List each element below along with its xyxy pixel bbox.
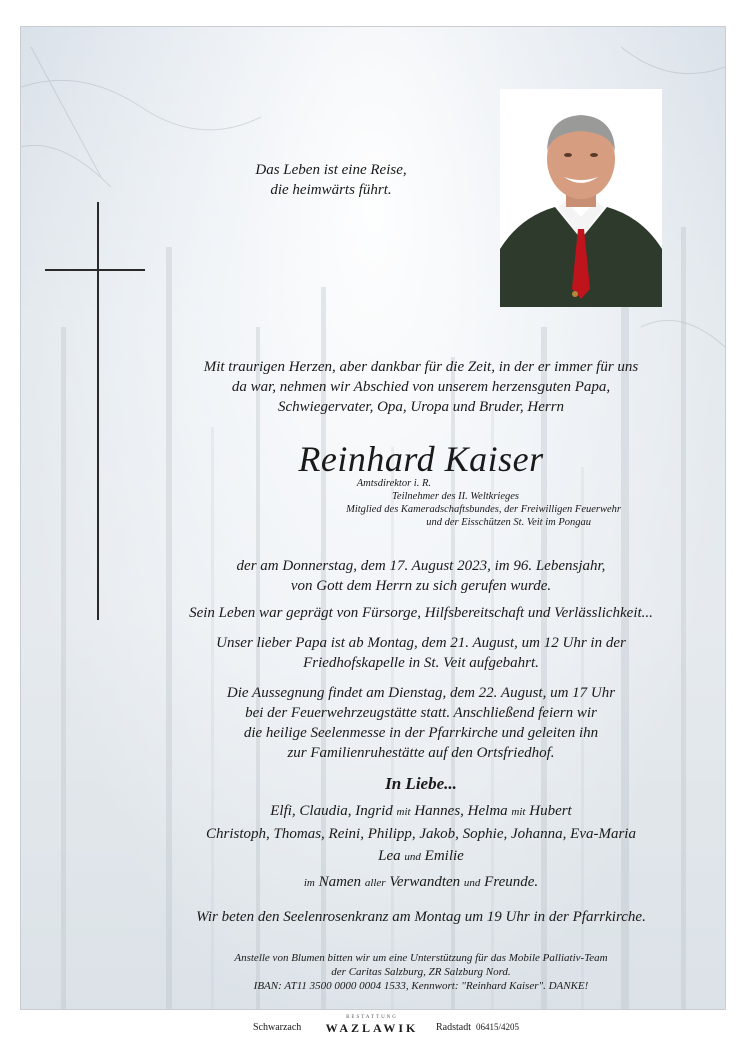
location-right [436, 1022, 519, 1033]
family-names: Elfi, Claudia, Ingrid [270, 803, 393, 819]
connector: und [463, 877, 481, 889]
connector: mit [511, 806, 526, 818]
cross-vertical-bar [97, 202, 99, 620]
funeral-line: zur Familienruhestätte auf den Ortsfriedhof. [287, 745, 555, 761]
funeral-line: Die Aussegnung findet am Dienstag, dem 22. August, um 17 Uhr [226, 685, 616, 701]
intro-line: Mit traurigen Herzen, aber dankbar für die Zeit, in der er immer für uns [203, 359, 639, 375]
family-line [131, 871, 711, 894]
portrait-photo [500, 89, 662, 307]
location-left: Schwarzach [253, 1022, 302, 1033]
logo-subtitle: BESTATTUNG [346, 1015, 398, 1020]
motto [231, 160, 431, 200]
connector: mit [396, 806, 411, 818]
donation-note [131, 951, 711, 993]
funeral-home-logo [312, 1014, 432, 1035]
connector: im [303, 877, 315, 889]
death-line: von Gott dem Herrn zu sich gerufen wurde. [290, 578, 552, 594]
donation-line: Anstelle von Blumen bitten wir um eine Unterstützung für das Mobile Palliativ-Team [234, 952, 608, 964]
deceased-name: Reinhard Kaiser [298, 439, 544, 479]
laid-out-line: Unser lieber Papa ist ab Montag, dem 21. August, um 12 Uhr in der [216, 635, 626, 651]
family-names: Hubert [529, 803, 572, 819]
title-line: Teilnehmer des II. Weltkrieges [392, 491, 519, 502]
connector: und [404, 851, 421, 863]
donation-line: IBAN: AT11 3500 0000 0004 1533, Kennwort: "Reinhard Kaiser". DANKE! [253, 980, 589, 992]
family-names: Verwandten [389, 874, 461, 890]
family-names: Namen [318, 874, 362, 890]
in-love-heading: In Liebe... [385, 774, 457, 793]
intro-line: Schwiegervater, Opa, Uropa und Bruder, Herrn [277, 399, 565, 415]
funeral-line: die heilige Seelenmesse in der Pfarrkirche und geleiten ihn [243, 725, 599, 741]
family-line [131, 800, 711, 823]
family-list [131, 800, 711, 894]
intro-text [131, 357, 711, 417]
life-statement: Sein Leben war geprägt von Fürsorge, Hilfsbereitschaft und Verlässlichkeit... [189, 605, 653, 621]
family-names: Emilie [424, 848, 464, 864]
deceased-titles [221, 477, 621, 529]
laid-out-notice [131, 633, 711, 673]
funeral-line: bei der Feuerwehrzeugstätte statt. Anschließend feiern wir [245, 705, 597, 721]
intro-line: da war, nehmen wir Abschied von unserem herzensguten Papa, [231, 379, 611, 395]
motto-line: die heimwärts führt. [270, 182, 392, 198]
family-line [131, 845, 711, 868]
obituary-card [20, 26, 726, 1010]
logo-brand: WAZLAWIK [325, 1021, 419, 1035]
death-announcement [131, 556, 711, 596]
funeral-home-footer [0, 1014, 750, 1038]
death-line: der am Donnerstag, dem 17. August 2023, im 96. Lebensjahr, [236, 558, 606, 574]
location-right-name: Radstadt [436, 1022, 471, 1033]
title-line: Amtsdirektor i. R. [356, 478, 431, 489]
title-line: und der Eisschützen St. Veit im Pongau [426, 517, 591, 528]
title-line: Mitglied des Kameradschaftsbundes, der Freiwilligen Feuerwehr [346, 504, 621, 515]
family-line: Christoph, Thomas, Reini, Philipp, Jakob, Sophie, Johanna, Eva-Maria [206, 826, 636, 842]
family-names: Freunde. [484, 874, 539, 890]
phone-number: 06415/4205 [476, 1022, 520, 1032]
cross-horizontal-bar [45, 269, 145, 271]
connector: aller [364, 877, 386, 889]
donation-line: der Caritas Salzburg, ZR Salzburg Nord. [331, 966, 511, 978]
family-names: Lea [378, 848, 401, 864]
motto-line: Das Leben ist eine Reise, [255, 162, 407, 178]
funeral-notice [131, 683, 711, 763]
family-names: Hannes, Helma [414, 803, 508, 819]
rosary-notice: Wir beten den Seelenrosenkranz am Montag um 19 Uhr in der Pfarrkirche. [196, 909, 646, 925]
laid-out-line: Friedhofskapelle in St. Veit aufgebahrt. [303, 655, 539, 671]
